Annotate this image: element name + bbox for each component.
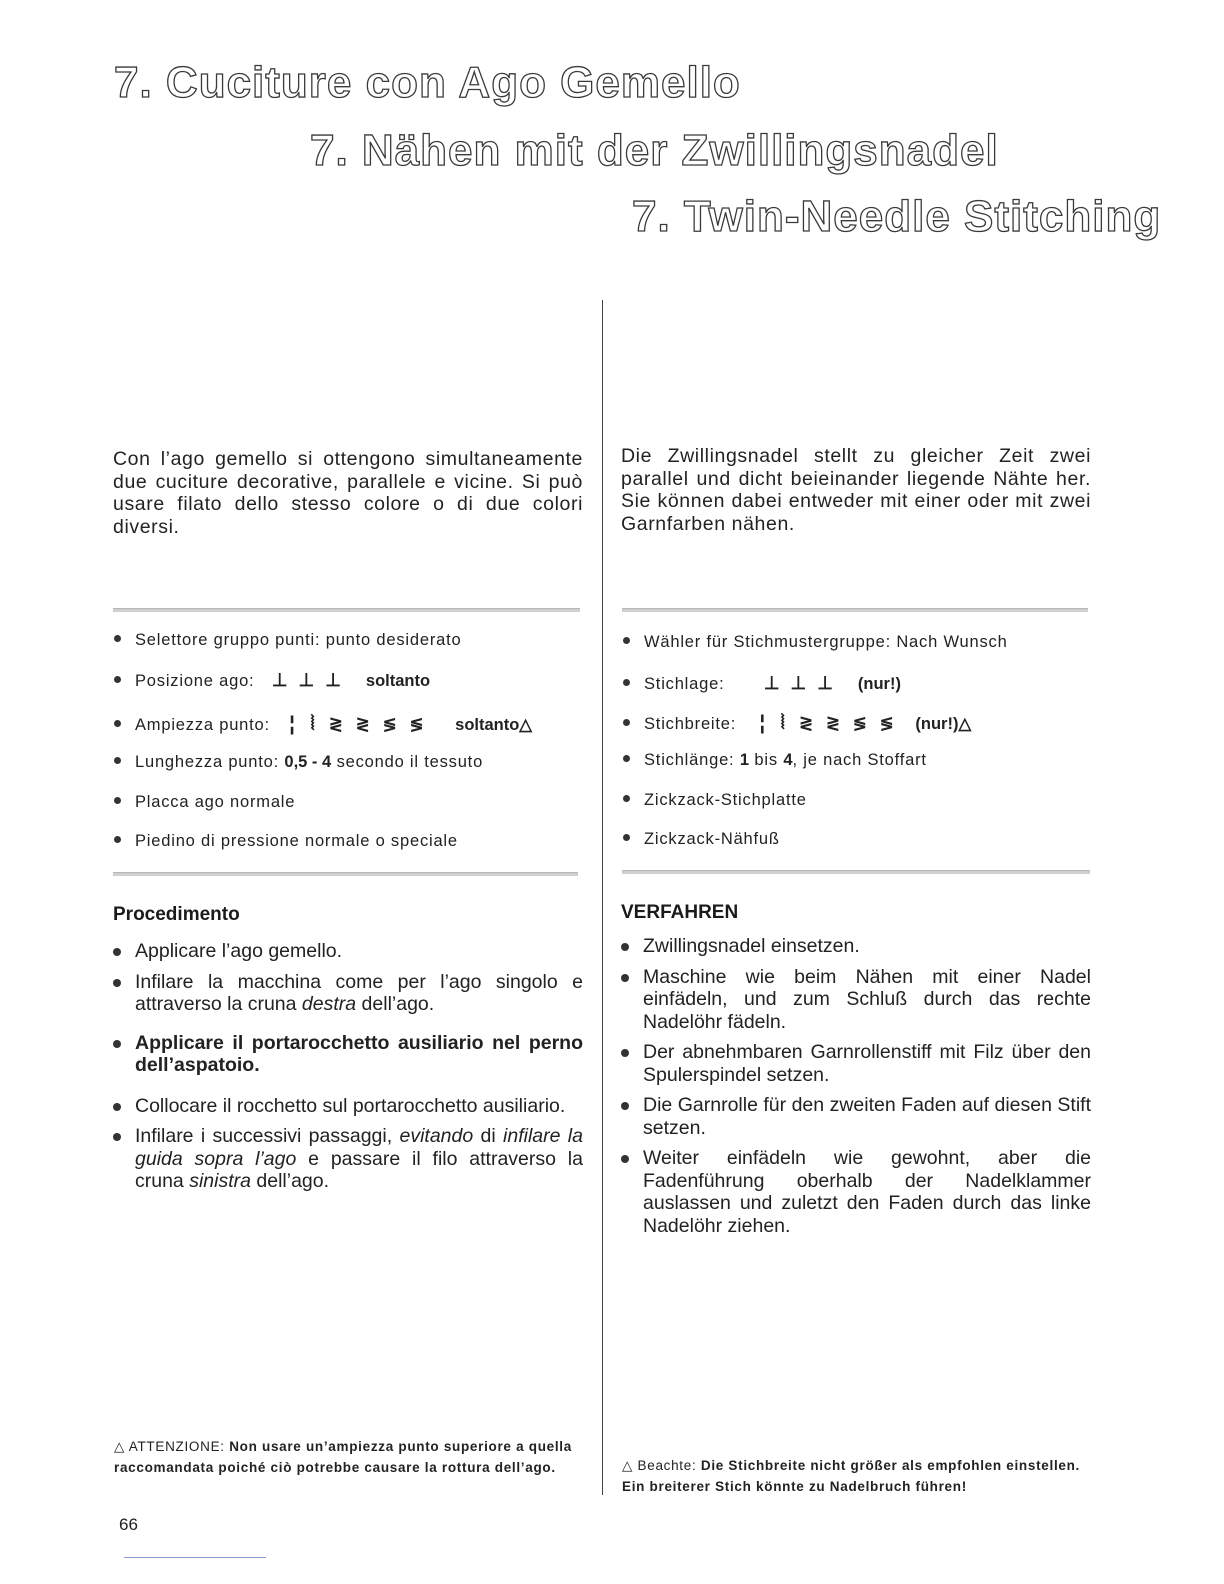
spec-foot-de: Zickzack-Nähfuß (623, 830, 780, 849)
bullet-icon (623, 679, 630, 686)
spec-selector-it: Selettore gruppo punti: punto desiderato (114, 631, 461, 650)
step-it-3: Applicare il portarocchetto ausiliario nel perno dell’aspatoio. (113, 1032, 583, 1077)
rule-italian-bottom (113, 872, 578, 876)
step-de-5: Weiter einfädeln wie gewohnt, aber die Fadenführung oberhalb der Nadelklammer auslassen und zuletzt den Faden durch das linke Nadelöhr ziehen. (621, 1147, 1091, 1237)
rule-german-top (622, 608, 1088, 612)
spec-plate-de: Zickzack-Stichplatte (623, 791, 807, 810)
bullet-icon (114, 797, 121, 804)
bullet-icon (623, 755, 630, 762)
page-number: 66 (119, 1515, 138, 1534)
stitch-width-icon: ¦ ⦚ ≷ ≷ ≶ ≶ (759, 712, 898, 734)
bullet-icon (114, 757, 121, 764)
step-it-1: Applicare l’ago gemello. (113, 940, 583, 963)
bullet-icon (623, 719, 630, 726)
step-de-4: Die Garnrolle für den zweiten Faden auf diesen Stift setzen. (621, 1094, 1091, 1139)
warning-note-de: △ Beachte: Die Stichbreite nicht größer als empfohlen einstellen. Ein breiterer Stich könnte zu Nadelbruch führen! (622, 1458, 1080, 1494)
procedure-steps-it (113, 940, 583, 1201)
bullet-icon (623, 637, 630, 644)
spec-foot-it: Piedino di pressione normale o speciale (114, 832, 458, 851)
step-it-5: Infilare i successivi passaggi, evitando di infilare la guida sopra l’ago e passare il filo attraverso la cruna sinistra dell’ago. (113, 1125, 583, 1193)
bullet-icon (623, 795, 630, 802)
needle-position-icon: ⊥ ⊥ ⊥ (271, 670, 344, 690)
step-de-1: Zwillingsnadel einsetzen. (621, 935, 1091, 958)
procedure-heading-it: Procedimento (113, 904, 240, 925)
intro-german: Die Zwillingsnadel stellt zu gleicher Zeit zwei parallel und dicht beieinander liegende Nähte her. Sie können dabei entweder mit einer oder mit zwei Garnfarben nähen. (621, 445, 1091, 535)
spec-plate-it: Placca ago normale (114, 793, 295, 812)
title-english: 7. Twin-Needle Stitching (632, 192, 1162, 241)
procedure-steps-de (621, 935, 1091, 1245)
step-de-3: Der abnehmbaren Garnrollenstiff mit Filz über den Spulerspindel setzen. (621, 1041, 1091, 1086)
spec-width-de: Stichbreite: ¦ ⦚ ≷ ≷ ≶ ≶ (nur!)△ (623, 712, 971, 735)
bullet-icon (114, 676, 121, 683)
spec-position-de: Stichlage: ⊥ ⊥ ⊥ (nur!) (623, 673, 901, 694)
bullet-icon (623, 834, 630, 841)
bullet-icon (114, 720, 121, 727)
bottom-line (124, 1557, 266, 1558)
spec-selector-de: Wähler für Stichmustergruppe: Nach Wunsch (623, 633, 1008, 652)
spec-width-it: Ampiezza punto: ¦ ⦚ ≷ ≷ ≶ ≶ soltanto△ (114, 713, 532, 736)
bullet-icon (114, 635, 121, 642)
step-it-4: Collocare il rocchetto sul portarocchetto ausiliario. (113, 1095, 583, 1118)
warning-note-it: △ ATTENZIONE: Non usare un’ampiezza punto superiore a quella raccomandata poiché ciò potrebbe causare la rottura dell’ago. (114, 1439, 572, 1475)
step-it-2: Infilare la macchina come per l’ago singolo e attraverso la cruna destra dell’ago. (113, 971, 583, 1016)
title-italian: 7. Cuciture con Ago Gemello (114, 58, 741, 107)
step-de-2: Maschine wie beim Nähen mit einer Nadel einfädeln, und zum Schluß durch das rechte Nadelöhr fädeln. (621, 966, 1091, 1034)
stitch-width-icon: ¦ ⦚ ≷ ≷ ≶ ≶ (289, 713, 428, 735)
spec-position-it: Posizione ago: ⊥ ⊥ ⊥ soltanto (114, 670, 430, 691)
bullet-icon (114, 836, 121, 843)
title-german: 7. Nähen mit der Zwillingsnadel (310, 126, 999, 175)
intro-italian: Con l’ago gemello si ottengono simultaneamente due cuciture decorative, parallele e vicine. Si può usare filato dello stesso colore o di due colori diversi. (113, 448, 583, 538)
procedure-heading-de: VERFAHREN (621, 902, 739, 923)
rule-german-bottom (622, 870, 1090, 874)
needle-position-icon: ⊥ ⊥ ⊥ (763, 673, 836, 693)
rule-italian-top (113, 608, 580, 612)
column-divider (602, 300, 603, 1495)
spec-length-it: Lunghezza punto: 0,5 - 4 secondo il tessuto (114, 753, 483, 772)
spec-length-de: Stichlänge: 1 bis 4, je nach Stoffart (623, 751, 927, 770)
